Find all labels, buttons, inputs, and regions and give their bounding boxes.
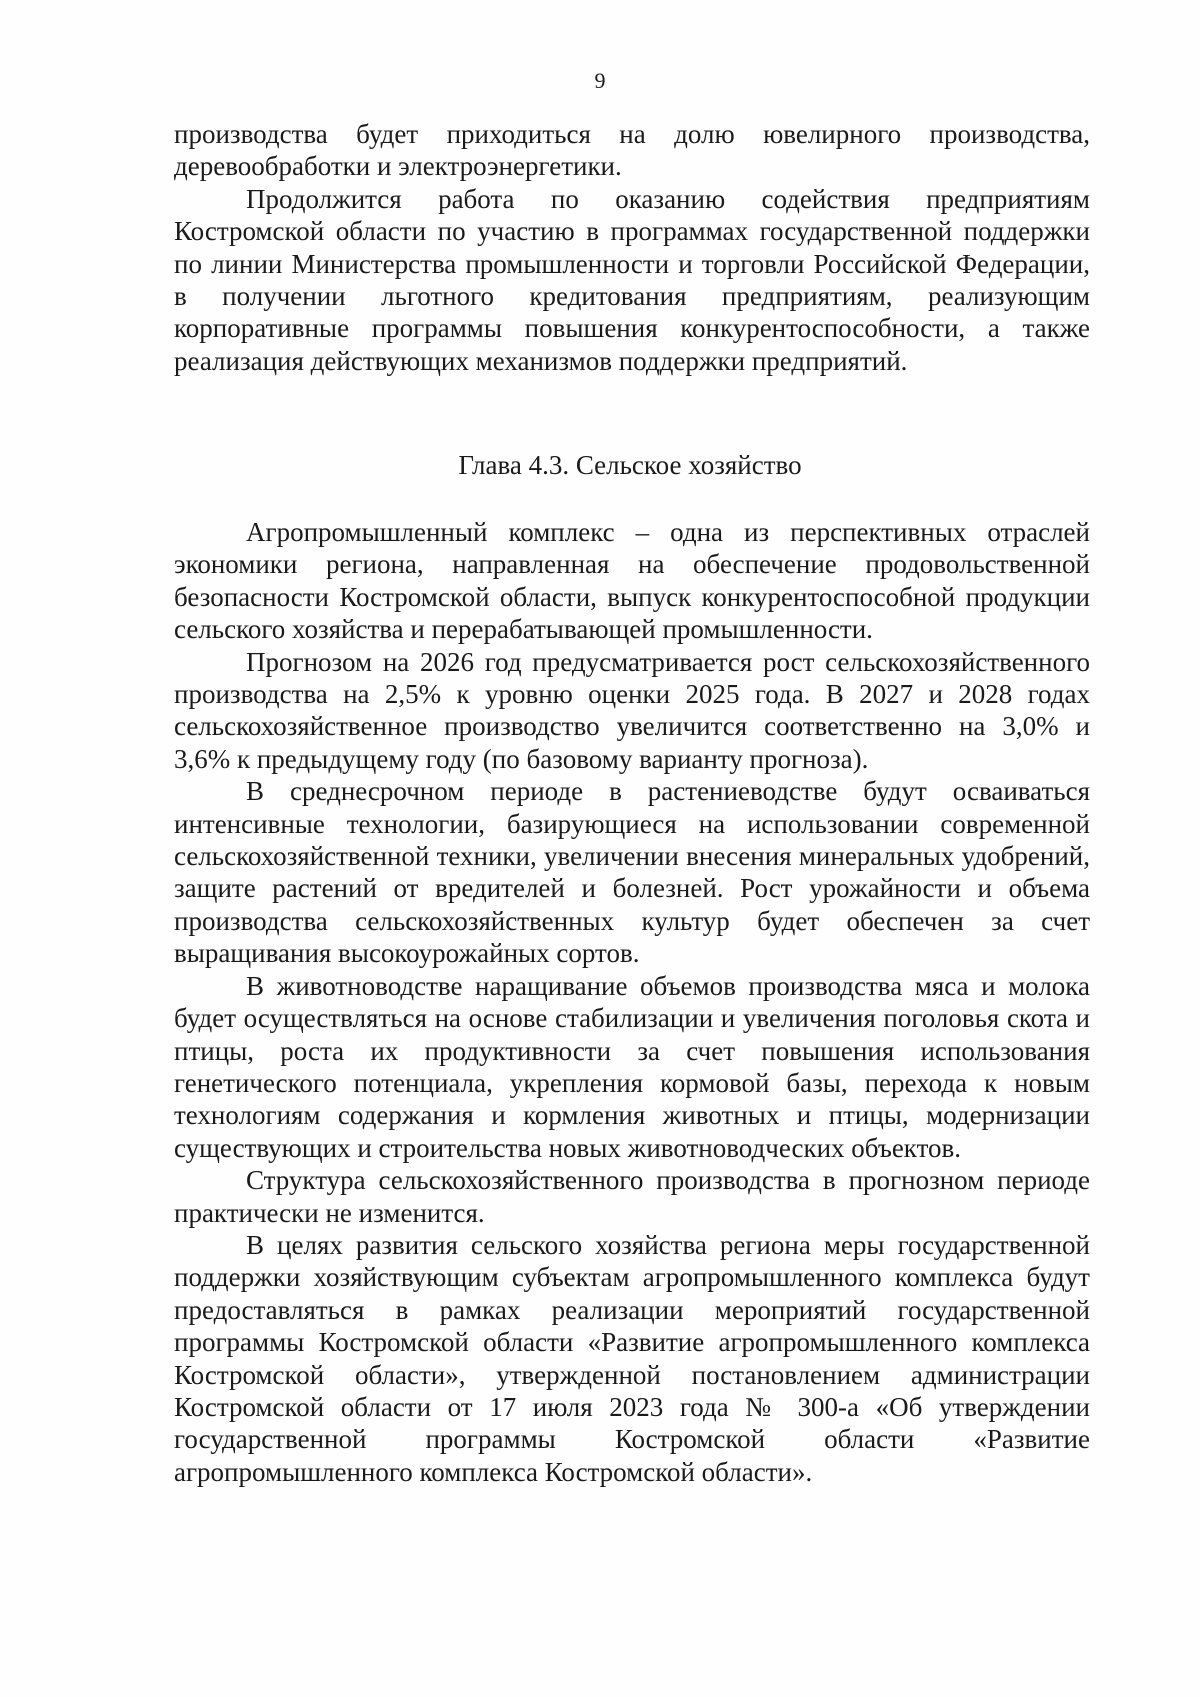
paragraph: В целях развития сельского хозяйства региона меры государственной поддержки хозяйствующим субъектам агропромышленного комплекса будут предоставляться в рамках реализации мероприятий государственной программы Костромской области «Развитие агропромышленного комплекса Костромской области», утвержденной постановлением администрации Костромской области от 17 июля 2023 года № 300-а «Об утверждении государственной программы Костромской области «Развитие агропромышленного комплекса Костромской области». (174, 1229, 1090, 1487)
paragraph: В среднесрочном периоде в растениеводстве будут осваиваться интенсивные технологии, базирующиеся на использовании современной сельскохозяйственной техники, увеличении внесения минеральных удобрений, защите растений от вредителей и болезней. Рост урожайности и объема производства сельскохозяйственных культур будет обеспечен за счет выращивания высокоурожайных сортов. (174, 776, 1090, 969)
page-number: 9 (594, 68, 606, 93)
paragraph: Структура сельскохозяйственного производства в прогнозном периоде практически не изменится. (174, 1165, 1090, 1228)
intro-text-block (174, 118, 1090, 377)
paragraph: Агропромышленный комплекс – одна из перспективных отраслей экономики региона, направленная на обеспечение продовольственной безопасности Костромской области, выпуск конкурентоспособной продукции сельского хозяйства и перерабатывающей промышленности. (174, 517, 1090, 645)
chapter-heading: Глава 4.3. Сельское хозяйство (458, 450, 802, 480)
chapter-body (174, 516, 1090, 1488)
paragraph: Продолжится работа по оказанию содействия предприятиям Костромской области по участию в программах государственной поддержки по линии Министерства промышленности и торговли Российской Федерации, в получении льготного кредитования предприятиям, реализующим корпоративные программы повышения конкурентоспособности, а также реализация действующих механизмов поддержки предприятий. (174, 183, 1090, 376)
paragraph: производства будет приходиться на долю ювелирного производства, деревообработки и электроэнергетики. (174, 119, 1090, 182)
paragraph: Прогнозом на 2026 год предусматривается рост сельскохозяйственного производства на 2,5% к уровню оценки 2025 года. В 2027 и 2028 годах сельскохозяйственное производство увеличится соответственно на 3,0% и 3,6% к предыдущему году (по базовому варианту прогноза). (174, 646, 1090, 774)
paragraph: В животноводстве наращивание объемов производства мяса и молока будет осуществляться на основе стабилизации и увеличения поголовья скота и птицы, роста их продуктивности за счет повышения использования генетического потенциала, укрепления кормовой базы, перехода к новым технологиям содержания и кормления животных и птицы, модернизации существующих и строительства новых животноводческих объектов. (174, 970, 1090, 1163)
